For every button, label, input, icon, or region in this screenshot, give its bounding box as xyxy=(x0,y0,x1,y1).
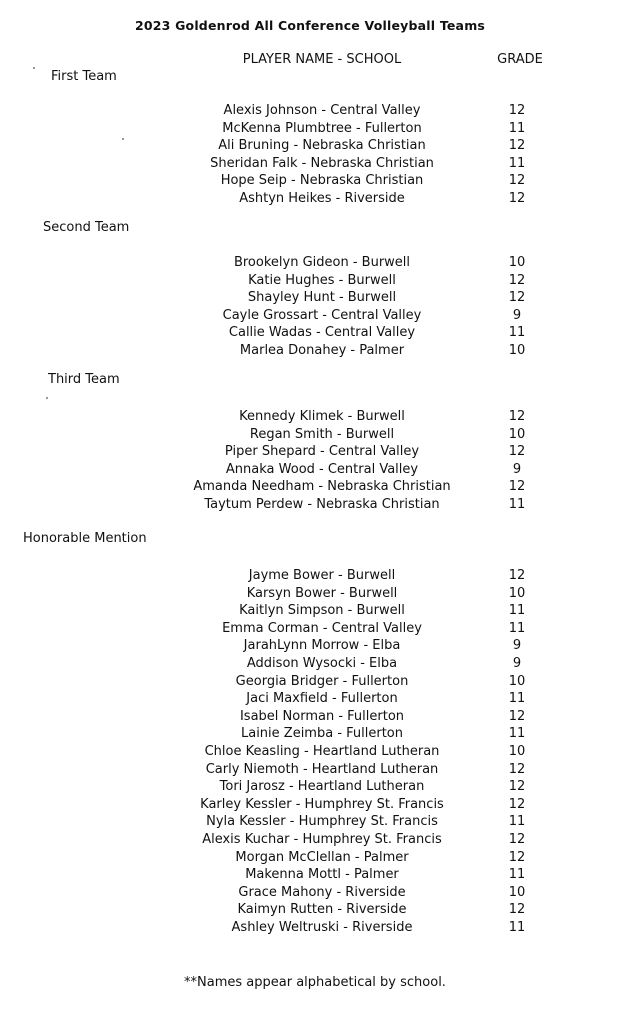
player-grade: 10 xyxy=(508,342,526,358)
player-name-school: Karley Kessler - Humphrey St. Francis xyxy=(200,796,444,812)
player-grade: 12 xyxy=(508,479,526,495)
player-row xyxy=(0,743,630,761)
player-name-school: Marlea Donahey - Palmer xyxy=(239,342,405,358)
player-grade: 12 xyxy=(508,568,526,583)
player-name-school: Annaka Wood - Central Valley xyxy=(225,461,419,477)
player-row xyxy=(0,342,630,360)
player-row xyxy=(0,778,630,796)
column-header-grade: GRADE xyxy=(497,52,543,67)
player-row xyxy=(0,585,630,603)
player-name-school: Ashtyn Heikes - Riverside xyxy=(239,190,405,206)
player-name-school: Kennedy Klimek - Burwell xyxy=(239,409,405,424)
player-grade: 11 xyxy=(508,867,526,883)
player-name-school: Emma Corman - Central Valley xyxy=(222,620,422,636)
player-grade: 12 xyxy=(508,796,526,812)
player-name-school: Ashley Weltruski - Riverside xyxy=(231,919,413,935)
player-row xyxy=(0,849,630,867)
player-row xyxy=(0,690,630,708)
player-name-school: Grace Mahony - Riverside xyxy=(238,884,406,900)
player-name-school: Shayley Hunt - Burwell xyxy=(247,290,397,306)
player-grade: 11 xyxy=(508,620,526,636)
player-name-school: Callie Wadas - Central Valley xyxy=(228,325,416,341)
player-row xyxy=(0,324,630,342)
player-name-school: Makenna Mottl - Palmer xyxy=(245,867,399,883)
player-grade: 12 xyxy=(508,290,526,306)
player-row xyxy=(0,102,630,120)
player-grade: 10 xyxy=(508,743,526,759)
player-grade: 12 xyxy=(508,708,526,724)
player-row xyxy=(0,884,630,902)
player-grade: 9 xyxy=(512,461,522,477)
player-grade: 11 xyxy=(508,919,526,935)
player-name-school: Addison Wysocki - Elba xyxy=(246,655,398,671)
player-row xyxy=(0,761,630,779)
player-row xyxy=(0,725,630,743)
player-name-school: Kaitlyn Simpson - Burwell xyxy=(239,603,405,619)
player-name-school: McKenna Plumbtree - Fullerton xyxy=(222,120,422,136)
player-row xyxy=(0,637,630,655)
scan-speck xyxy=(33,67,35,69)
third-team-list xyxy=(0,408,630,514)
player-row xyxy=(0,426,630,444)
player-grade: 11 xyxy=(508,691,526,707)
player-grade: 11 xyxy=(508,155,526,171)
player-grade: 10 xyxy=(508,585,526,601)
player-grade: 12 xyxy=(508,173,526,189)
player-row xyxy=(0,254,630,272)
player-row xyxy=(0,496,630,514)
player-grade: 11 xyxy=(508,120,526,136)
player-grade: 11 xyxy=(508,726,526,742)
player-name-school: Piper Shepard - Central Valley xyxy=(224,444,420,460)
honorable-mention-list xyxy=(0,567,630,936)
player-name-school: Georgia Bridger - Fullerton xyxy=(235,673,409,689)
player-name-school: Chloe Keasling - Heartland Lutheran xyxy=(204,743,440,759)
player-name-school: Alexis Johnson - Central Valley xyxy=(223,103,421,118)
player-grade: 12 xyxy=(508,409,526,424)
player-name-school: Katie Hughes - Burwell xyxy=(248,272,396,288)
player-name-school: Tori Jarosz - Heartland Lutheran xyxy=(219,779,425,795)
player-name-school: Jayme Bower - Burwell xyxy=(248,568,396,583)
column-header-player-name: PLAYER NAME - SCHOOL xyxy=(242,52,402,67)
player-row xyxy=(0,602,630,620)
player-grade: 9 xyxy=(512,638,522,654)
player-name-school: Sheridan Falk - Nebraska Christian xyxy=(210,155,434,171)
player-name-school: Isabel Norman - Fullerton xyxy=(239,708,405,724)
player-name-school: Kaimyn Rutten - Riverside xyxy=(237,902,407,918)
player-name-school: Ali Bruning - Nebraska Christian xyxy=(218,138,426,154)
player-name-school: Lainie Zeimba - Fullerton xyxy=(240,726,404,742)
player-name-school: Jaci Maxfield - Fullerton xyxy=(246,691,398,707)
player-grade: 12 xyxy=(508,190,526,206)
section-label-first-team: First Team xyxy=(51,69,117,84)
player-grade: 10 xyxy=(508,426,526,442)
player-name-school: Amanda Needham - Nebraska Christian xyxy=(193,479,451,495)
player-grade: 11 xyxy=(508,496,526,512)
scan-speck xyxy=(46,397,48,399)
player-grade: 12 xyxy=(508,138,526,154)
player-row xyxy=(0,408,630,426)
player-row xyxy=(0,443,630,461)
player-grade: 11 xyxy=(508,814,526,830)
player-row xyxy=(0,708,630,726)
player-grade: 12 xyxy=(508,779,526,795)
player-grade: 12 xyxy=(508,831,526,847)
player-name-school: Nyla Kessler - Humphrey St. Francis xyxy=(206,814,438,830)
scan-speck xyxy=(122,138,124,140)
player-row xyxy=(0,120,630,138)
player-row xyxy=(0,190,630,208)
player-row xyxy=(0,813,630,831)
player-grade: 12 xyxy=(508,761,526,777)
player-grade: 9 xyxy=(512,655,522,671)
player-name-school: Regan Smith - Burwell xyxy=(249,426,395,442)
player-grade: 10 xyxy=(508,673,526,689)
section-label-honorable-mention: Honorable Mention xyxy=(23,531,147,546)
player-name-school: Alexis Kuchar - Humphrey St. Francis xyxy=(202,831,442,847)
player-name-school: Morgan McClellan - Palmer xyxy=(235,849,409,865)
player-name-school: Carly Niemoth - Heartland Lutheran xyxy=(205,761,439,777)
first-team-list xyxy=(0,102,630,208)
player-row xyxy=(0,289,630,307)
player-grade: 12 xyxy=(508,103,526,118)
player-grade: 12 xyxy=(508,902,526,918)
player-row xyxy=(0,901,630,919)
player-row xyxy=(0,272,630,290)
player-row xyxy=(0,655,630,673)
player-row xyxy=(0,620,630,638)
player-name-school: Taytum Perdew - Nebraska Christian xyxy=(204,496,440,512)
player-row xyxy=(0,461,630,479)
player-grade: 10 xyxy=(508,255,526,270)
player-grade: 12 xyxy=(508,272,526,288)
player-row xyxy=(0,172,630,190)
player-row xyxy=(0,831,630,849)
player-row xyxy=(0,919,630,937)
player-row xyxy=(0,155,630,173)
section-label-second-team: Second Team xyxy=(43,220,130,235)
player-grade: 11 xyxy=(508,325,526,341)
player-row xyxy=(0,673,630,691)
player-row xyxy=(0,137,630,155)
player-name-school: Brookelyn Gideon - Burwell xyxy=(233,255,411,270)
player-name-school: Cayle Grossart - Central Valley xyxy=(222,307,422,323)
document-title: 2023 Goldenrod All Conference Volleyball Teams xyxy=(134,18,486,33)
player-grade: 12 xyxy=(508,849,526,865)
player-name-school: Hope Seip - Nebraska Christian xyxy=(220,173,424,189)
player-grade: 12 xyxy=(508,444,526,460)
player-row xyxy=(0,307,630,325)
second-team-list xyxy=(0,254,630,360)
player-name-school: Karsyn Bower - Burwell xyxy=(246,585,398,601)
player-row xyxy=(0,478,630,496)
player-row xyxy=(0,866,630,884)
player-grade: 10 xyxy=(508,884,526,900)
footnote: **Names appear alphabetical by school. xyxy=(184,975,446,990)
player-row xyxy=(0,796,630,814)
player-name-school: JarahLynn Morrow - Elba xyxy=(243,638,401,654)
player-row xyxy=(0,567,630,585)
player-grade: 9 xyxy=(512,307,522,323)
section-label-third-team: Third Team xyxy=(48,372,120,387)
player-grade: 11 xyxy=(508,603,526,619)
